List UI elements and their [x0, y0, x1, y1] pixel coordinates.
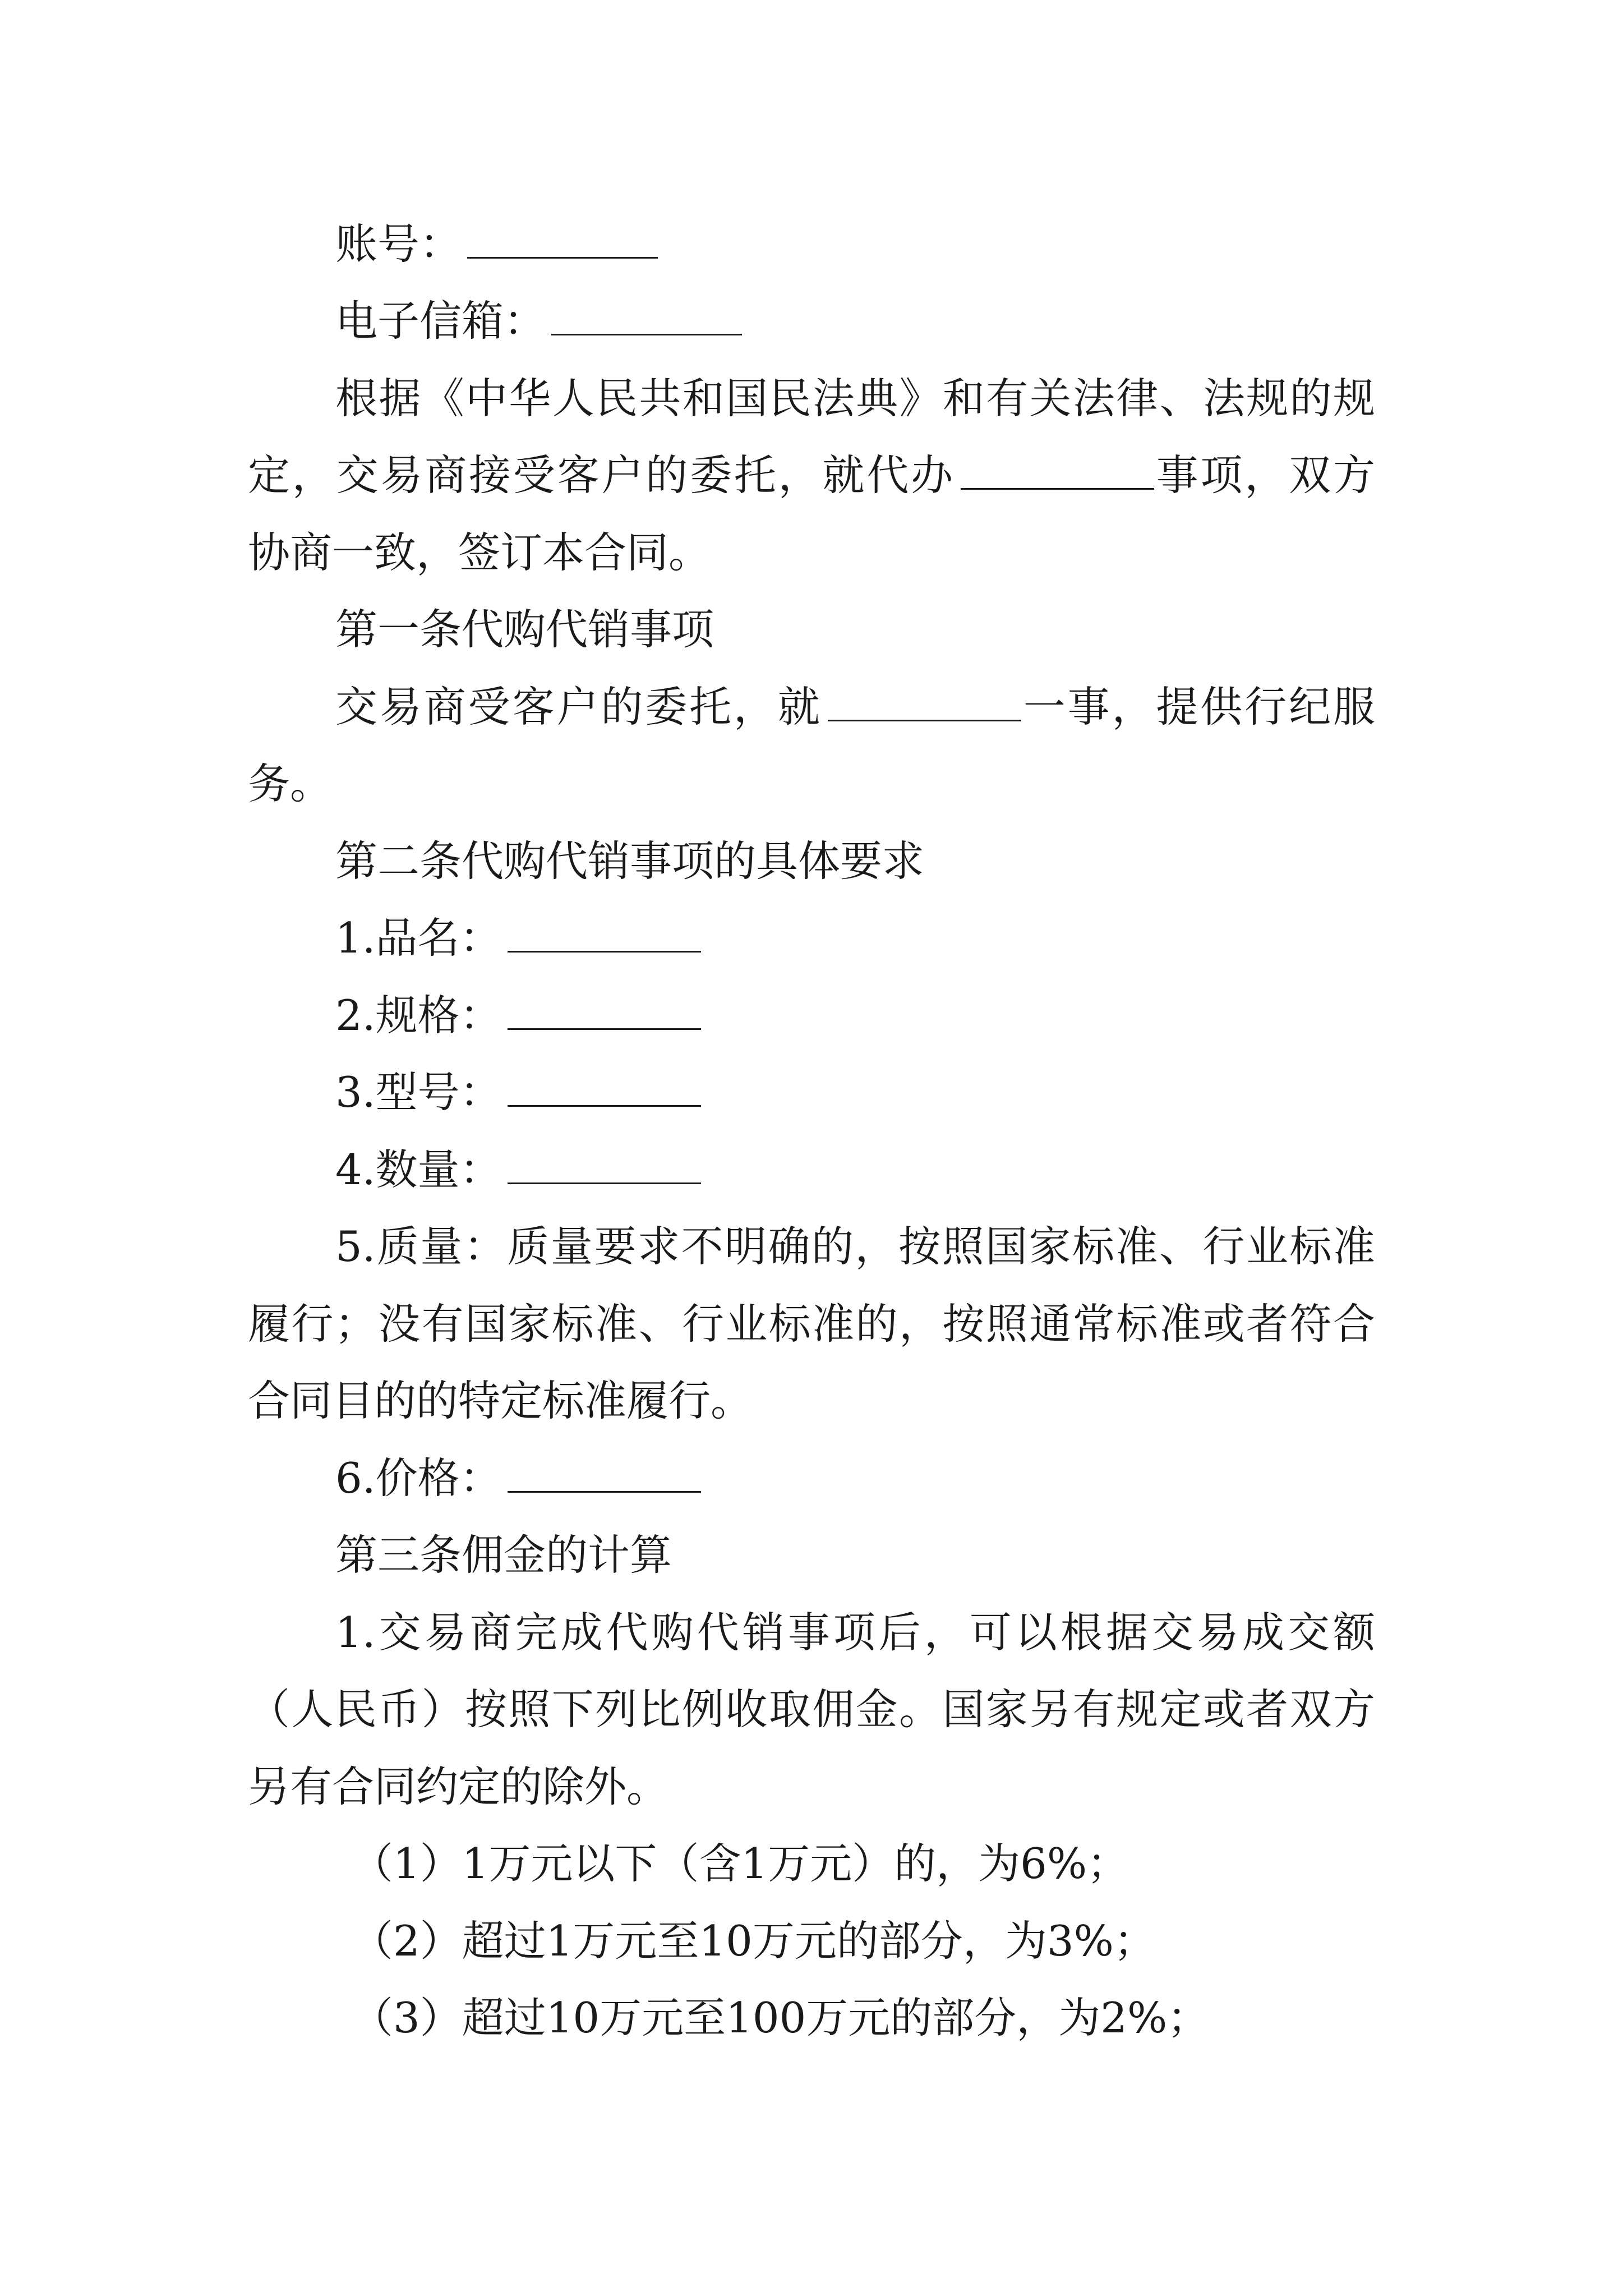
quality-line-1: 5.质量：质量要求不明确的，按照国家标准、行业标准: [335, 1222, 1375, 1271]
price-blank: [508, 1452, 701, 1493]
article-2-heading: 第二条代购代销事项的具体要求: [335, 836, 925, 886]
model-label: 3.型号：: [335, 1068, 502, 1117]
email-blank: [551, 295, 742, 335]
product-name-label: 1.品名：: [335, 913, 502, 963]
quantity-blank: [508, 1143, 701, 1184]
quantity-line: [335, 1142, 701, 1198]
model-line: [335, 1064, 701, 1120]
article-1-pre-text: 交易商受客户的委托，就: [335, 682, 822, 731]
article-1-line-2: 务。: [248, 759, 333, 808]
rate-item-1: （1）1万元以下（含1万元）的，为6%；: [351, 1839, 1129, 1888]
commission-line-1: 1.交易商完成代购代销事项后，可以根据交易成交额: [335, 1608, 1375, 1657]
matter-blank: [828, 680, 1021, 721]
intro-pre-text: 定，交易商接受客户的委托，就代办: [248, 450, 955, 500]
article-3-heading: 第三条佣金的计算: [335, 1530, 672, 1580]
article-1-heading: 第一条代购代销事项: [335, 605, 714, 654]
product-name-line: [335, 910, 701, 966]
proxy-matter-blank: [961, 449, 1154, 490]
email-line: [335, 293, 742, 349]
quantity-label: 4.数量：: [335, 1145, 502, 1194]
commission-line-2: （人民币）按照下列比例收取佣金。国家另有规定或者双方: [248, 1685, 1375, 1734]
price-line: [335, 1450, 701, 1506]
rate-item-2: （2）超过1万元至10万元的部分，为3%；: [351, 1916, 1156, 1966]
account-label: 账号：: [335, 219, 462, 269]
price-label: 6.价格：: [335, 1453, 502, 1503]
intro-post-text: 事项，双方: [1154, 450, 1375, 500]
product-name-blank: [508, 912, 701, 953]
email-label: 电子信箱：: [335, 296, 546, 346]
model-blank: [508, 1066, 701, 1107]
rate-item-3: （3）超过10万元至100万元的部分，为2%；: [351, 1993, 1210, 2042]
article-1-post-text: 一事，提供行纪服: [1021, 682, 1375, 731]
quality-line-2: 履行；没有国家标准、行业标准的，按照通常标准或者符合: [248, 1299, 1375, 1349]
account-blank: [467, 218, 658, 259]
spec-line: [335, 987, 701, 1043]
article-1-line-1: [335, 679, 1375, 735]
spec-blank: [508, 989, 701, 1030]
intro-line-1: 根据《中华人民共和国民法典》和有关法律、法规的规: [335, 374, 1375, 423]
intro-line-3: 协商一致，签订本合同。: [248, 528, 711, 577]
commission-line-3: 另有合同约定的除外。: [248, 1762, 669, 1811]
intro-line-2: [248, 447, 1375, 503]
spec-label: 2.规格：: [335, 991, 502, 1040]
account-line: [335, 216, 658, 272]
quality-line-3: 合同目的的特定标准履行。: [248, 1376, 753, 1425]
